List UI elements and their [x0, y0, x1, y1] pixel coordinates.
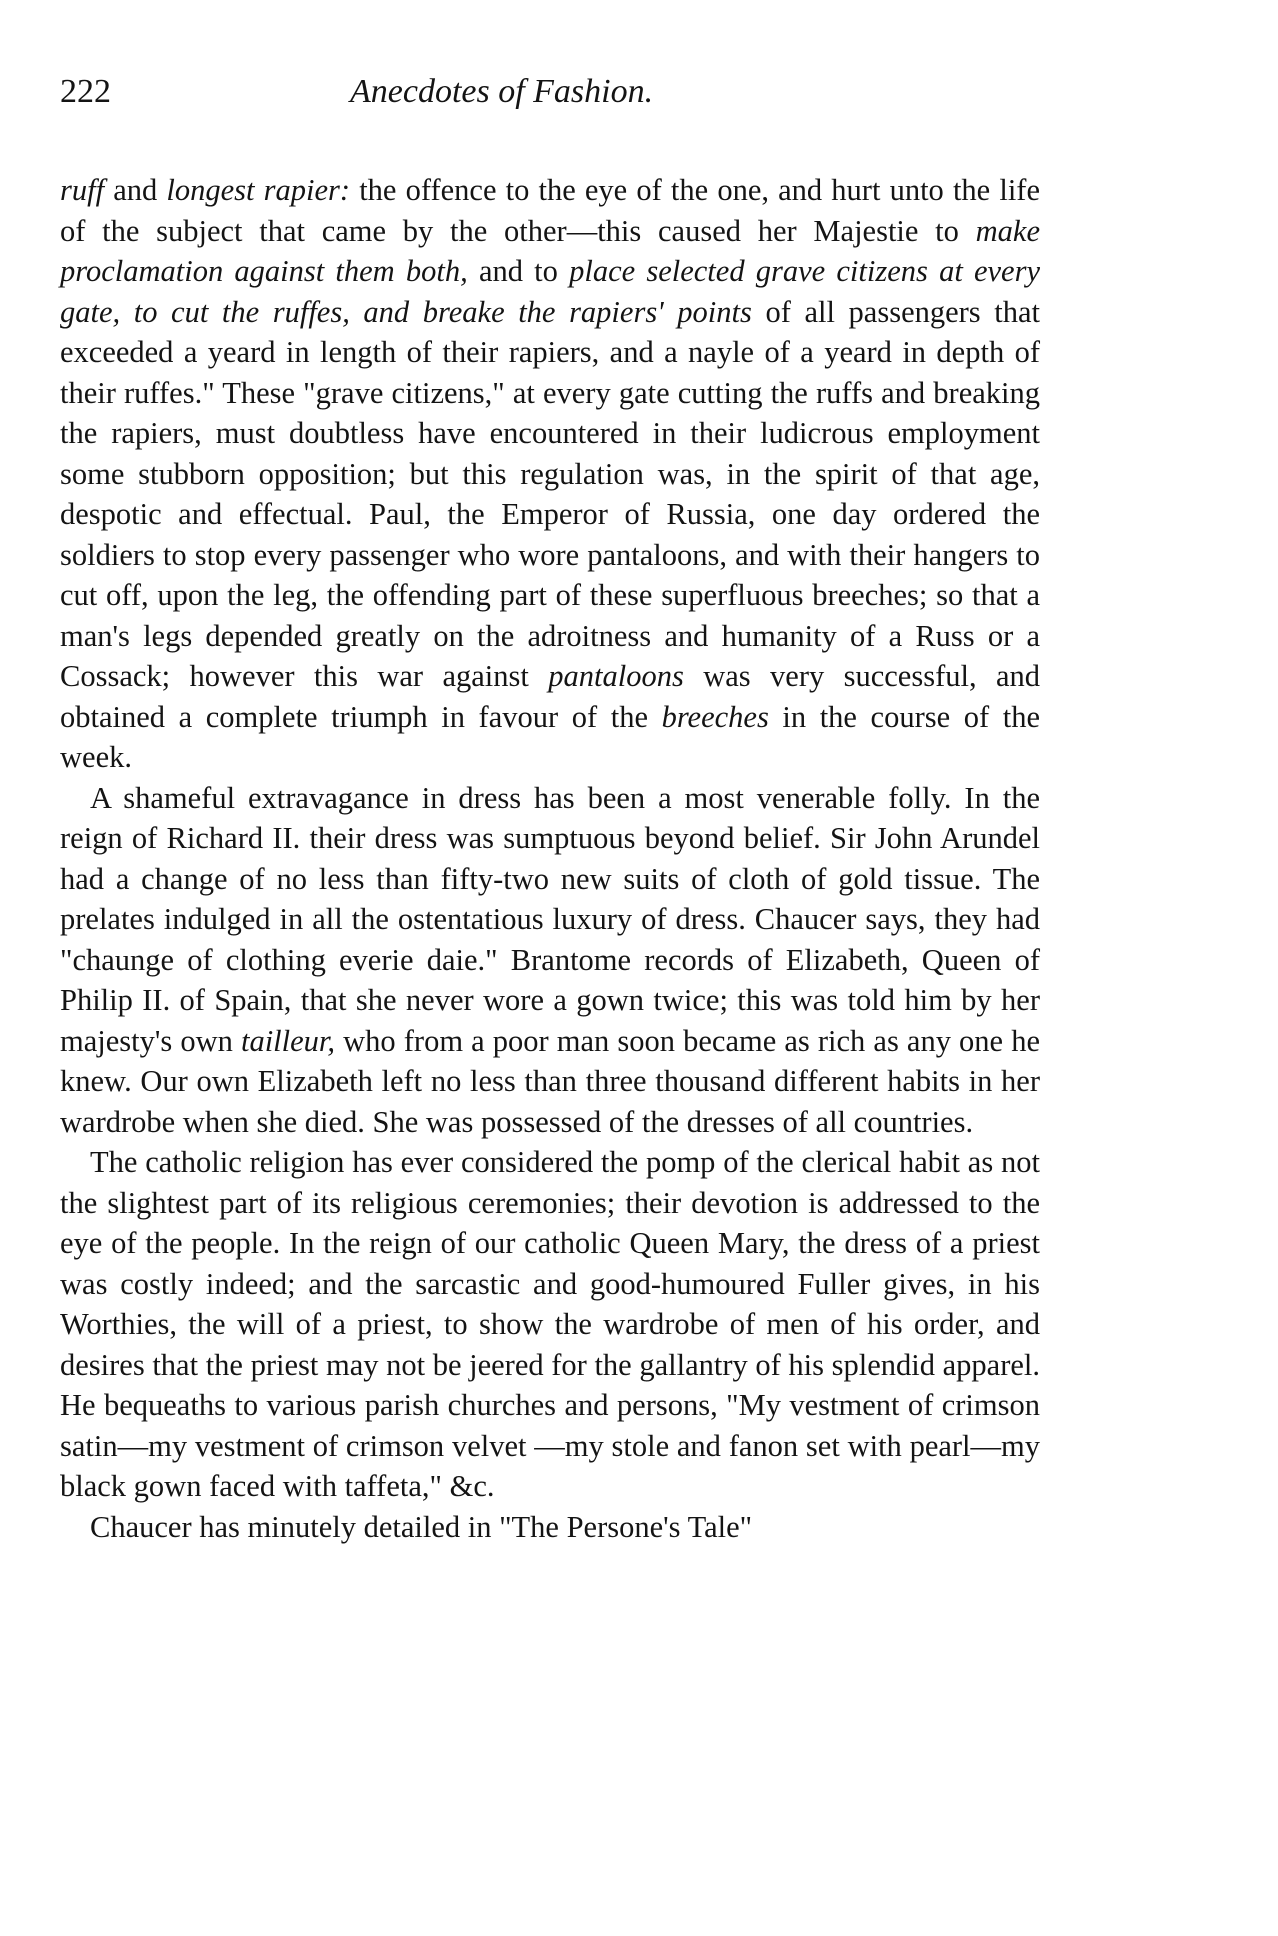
italic-text: make proclamation against them both, — [60, 213, 1040, 288]
text-run: The catholic religion has ever considered the pomp of the clerical habit as not the slightest part of its religious ceremonies; their devotion is addressed to the eye of the people. In the reign of our catholic Queen Mary, the dress of a priest was costly indeed; and the sarcastic and good-humoured Fuller gives, in his Worthies, the will of a priest, to show the wardrobe of men of his order, and desires that the priest may not be jeered for the gallantry of his splendid apparel. He bequeaths to various parish churches and persons, "My vestment of crimson satin—my vestment of crimson velvet —my stole and fanon set with pearl—my black gown faced with taffeta," &c. — [60, 1145, 1040, 1503]
paragraph — [60, 170, 1040, 778]
page-header — [60, 72, 1040, 132]
running-title: Anecdotes of Fashion. — [350, 73, 654, 110]
text-run: and to — [467, 254, 570, 288]
text-run: the offence to the eye of the one, and hurt unto the life of the subject that came by the other—this caused her Majestie to — [60, 173, 1040, 248]
book-page — [60, 72, 1040, 1547]
paragraph — [60, 1507, 1040, 1548]
page-number: 222 — [60, 73, 111, 110]
body-text — [60, 170, 1040, 1547]
text-run: A shameful extravagance in dress has been a most venerable folly. In the reign of Richard II. their dress was sumptuous beyond belief. Sir John Arundel had a change of no less than fifty-two new suits of cloth of gold tissue. The prelates indulged in all the ostentatious luxury of dress. Chaucer says, they had "chaunge of clothing everie daie." Brantome records of Elizabeth, Queen of Philip II. of Spain, that she never wore a gown twice; this was told him by her majesty's own — [60, 780, 1040, 1058]
italic-text: longest rapier: — [166, 173, 351, 207]
italic-text: place selected grave citizens at every gate, to cut the ruffes, and breake the rapiers' points — [60, 254, 1041, 329]
italic-text: ruff — [60, 173, 105, 207]
text-run: was very successful, and obtained a complete triumph in favour of the — [60, 659, 1041, 734]
paragraph — [60, 1142, 1040, 1507]
italic-text: pantaloons — [548, 659, 684, 693]
paragraph — [60, 778, 1040, 1143]
text-run: who from a poor man soon became as rich as any one he knew. Our own Elizabeth left no less than three thousand different habits in her wardrobe when she died. She was possessed of the dresses of all countries. — [60, 1023, 1040, 1139]
text-run: Chaucer has minutely detailed in "The Persone's Tale" — [90, 1509, 753, 1544]
text-run: and — [104, 173, 167, 207]
text-run: in the course of the week. — [60, 699, 1040, 774]
italic-text: breeches — [661, 699, 769, 734]
italic-text: tailleur, — [240, 1023, 336, 1058]
text-run: of all passengers that exceeded a yeard in length of their rapiers, and a nayle of a yeard in depth of their ruffes." These "grave citizens," at every gate cutting the ruffs and breaking the rapiers, must doubtless have encountered in their ludicrous employment some stubborn opposition; but this regulation was, in the spirit of that age, despotic and effectual. Paul, the Emperor of Russia, one day ordered the soldiers to stop every passenger who wore pantaloons, and with their hangers to cut off, upon the leg, the offending part of these superfluous breeches; so that a man's legs depended greatly on the adroitness and humanity of a Russ or a Cossack; however this war against — [60, 294, 1040, 693]
